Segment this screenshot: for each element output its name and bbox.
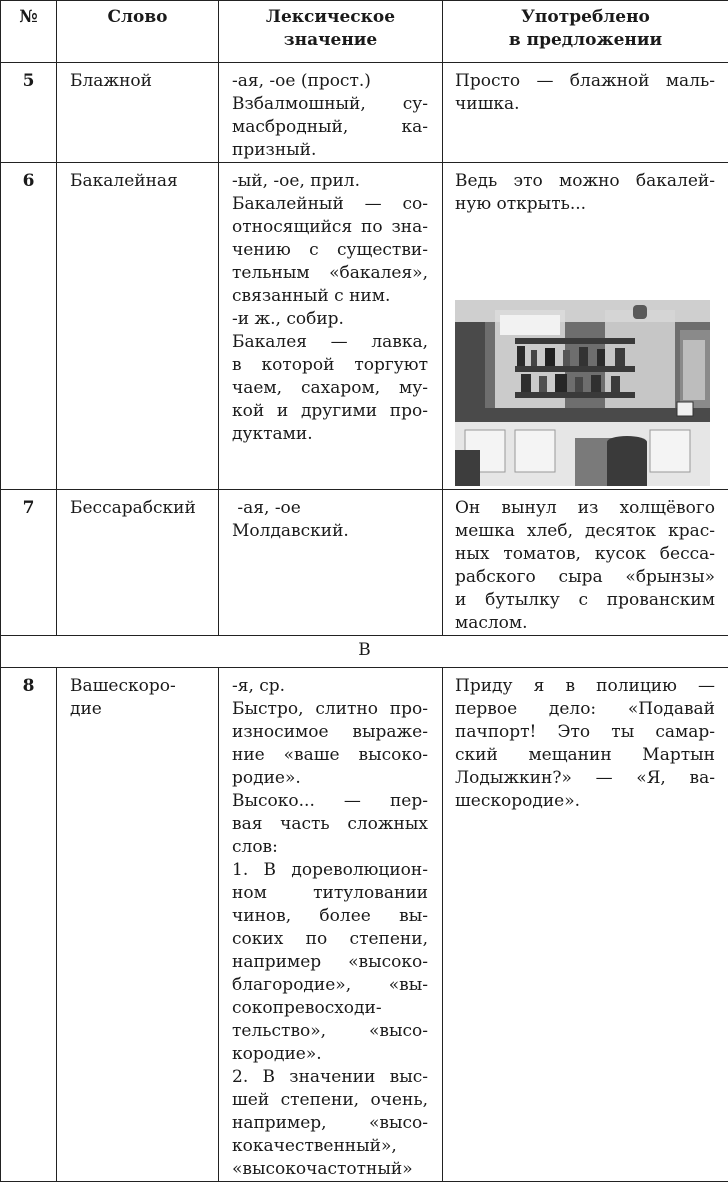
word-line: Бакалейная — [70, 170, 208, 193]
header-row — [1, 1, 728, 63]
header-meaning — [219, 1, 443, 63]
meaning-line: ние «ваше высоко- — [232, 744, 428, 767]
meaning-line: вая часть сложных — [232, 813, 428, 836]
example-line: Просто — блажной маль- — [455, 70, 715, 93]
meaning-line: чинов, более вы- — [232, 905, 428, 928]
meaning-line: слов: — [232, 836, 428, 859]
example-line: чишка. — [455, 93, 715, 116]
meaning-line: Молдавский. — [232, 520, 428, 543]
table-row-6 — [1, 163, 728, 490]
row-num: 7 — [1, 490, 57, 636]
meaning-line: чению с существи- — [232, 239, 428, 262]
meaning-line: соких по степени, — [232, 928, 428, 951]
row-meaning — [219, 163, 443, 490]
row-num: 8 — [1, 668, 57, 1182]
table-row-8 — [1, 668, 728, 1182]
meaning-line: -ая, -ое — [232, 497, 428, 520]
row-meaning — [219, 63, 443, 163]
word-line: Блажной — [70, 70, 208, 93]
grocery-shop-illustration — [455, 300, 710, 486]
meaning-line: Бакалейный — со- — [232, 193, 428, 216]
meaning-line: тельство», «высо- — [232, 1020, 428, 1043]
row-example — [443, 668, 728, 1182]
meaning-line: кородие». — [232, 1043, 428, 1066]
row-num: 5 — [1, 63, 57, 163]
example-line: мешка хлеб, десяток крас- — [455, 520, 715, 543]
example-line: рабского сыра «брынзы» — [455, 566, 715, 589]
header-example-line: в предложении — [443, 29, 728, 52]
meaning-line: кокачественный», — [232, 1135, 428, 1158]
meaning-line: Высоко... — пер- — [232, 790, 428, 813]
example-line: шескородие». — [455, 790, 715, 813]
example-line: ский мещанин Мартын — [455, 744, 715, 767]
row-meaning — [219, 668, 443, 1182]
header-example-line: Употреблено — [443, 6, 728, 29]
meaning-line: связанный с ним. — [232, 285, 428, 308]
meaning-line: 1. В дореволюцион- — [232, 859, 428, 882]
meaning-line: 2. В значении выс- — [232, 1066, 428, 1089]
meaning-line: масбродный, ка- — [232, 116, 428, 139]
meaning-line: тельным «бакалея», — [232, 262, 428, 285]
meaning-line: благородие», «вы- — [232, 974, 428, 997]
meaning-line: -и ж., собир. — [232, 308, 428, 331]
meaning-line: родие». — [232, 767, 428, 790]
example-line: маслом. — [455, 612, 715, 635]
example-line: Лодыжкин?» — «Я, ва- — [455, 767, 715, 790]
meaning-line: относящийся по зна- — [232, 216, 428, 239]
header-num: № — [1, 1, 57, 63]
word-line: Вашескоро- — [70, 675, 208, 698]
meaning-line: чаем, сахаром, му- — [232, 377, 428, 400]
meaning-line: -ая, -ое (прост.) — [232, 70, 428, 93]
header-word: Слово — [57, 1, 219, 63]
meaning-line: призный. — [232, 139, 428, 162]
meaning-line: -я, ср. — [232, 675, 428, 698]
word-line: дие — [70, 698, 208, 721]
grocery-shop-photo — [455, 300, 710, 486]
example-line: первое дело: «Подавай — [455, 698, 715, 721]
table-row-5 — [1, 63, 728, 163]
word-line: Бессарабский — [70, 497, 208, 520]
meaning-line: дуктами. — [232, 423, 428, 446]
meaning-line: например, «высо- — [232, 1112, 428, 1135]
meaning-line: кой и другими про- — [232, 400, 428, 423]
row-example — [443, 163, 728, 490]
example-line: Ведь это можно бакалей- — [455, 170, 715, 193]
meaning-line: -ый, -ое, прил. — [232, 170, 428, 193]
header-meaning-line: Лексическое — [219, 6, 442, 29]
row-example — [443, 490, 728, 636]
example-line: ных томатов, кусок бесса- — [455, 543, 715, 566]
row-word — [57, 490, 219, 636]
meaning-line: сокопревосходи- — [232, 997, 428, 1020]
letter-divider-row — [1, 636, 728, 668]
example-line: и бутылку с прованским — [455, 589, 715, 612]
example-line: Он вынул из холщёвого — [455, 497, 715, 520]
row-num: 6 — [1, 163, 57, 490]
example-line: пачпорт! Это ты самар- — [455, 721, 715, 744]
row-example — [443, 63, 728, 163]
example-line: Приду я в полицию — — [455, 675, 715, 698]
letter-divider: В — [1, 636, 728, 668]
meaning-line: Бакалея — лавка, — [232, 331, 428, 354]
row-word — [57, 63, 219, 163]
row-word — [57, 668, 219, 1182]
row-meaning — [219, 490, 443, 636]
table-row-7 — [1, 490, 728, 636]
meaning-line: «высокочастотный» — [232, 1158, 428, 1181]
meaning-line: шей степени, очень, — [232, 1089, 428, 1112]
meaning-line: в которой торгуют — [232, 354, 428, 377]
meaning-line: например «высоко- — [232, 951, 428, 974]
meaning-line: износимое выраже- — [232, 721, 428, 744]
header-example — [443, 1, 728, 63]
row-word — [57, 163, 219, 490]
header-meaning-line: значение — [219, 29, 442, 52]
meaning-line: Быстро, слитно про- — [232, 698, 428, 721]
meaning-line: Взбалмошный, су- — [232, 93, 428, 116]
example-line: ную открыть... — [455, 193, 715, 216]
meaning-line: ном титуловании — [232, 882, 428, 905]
